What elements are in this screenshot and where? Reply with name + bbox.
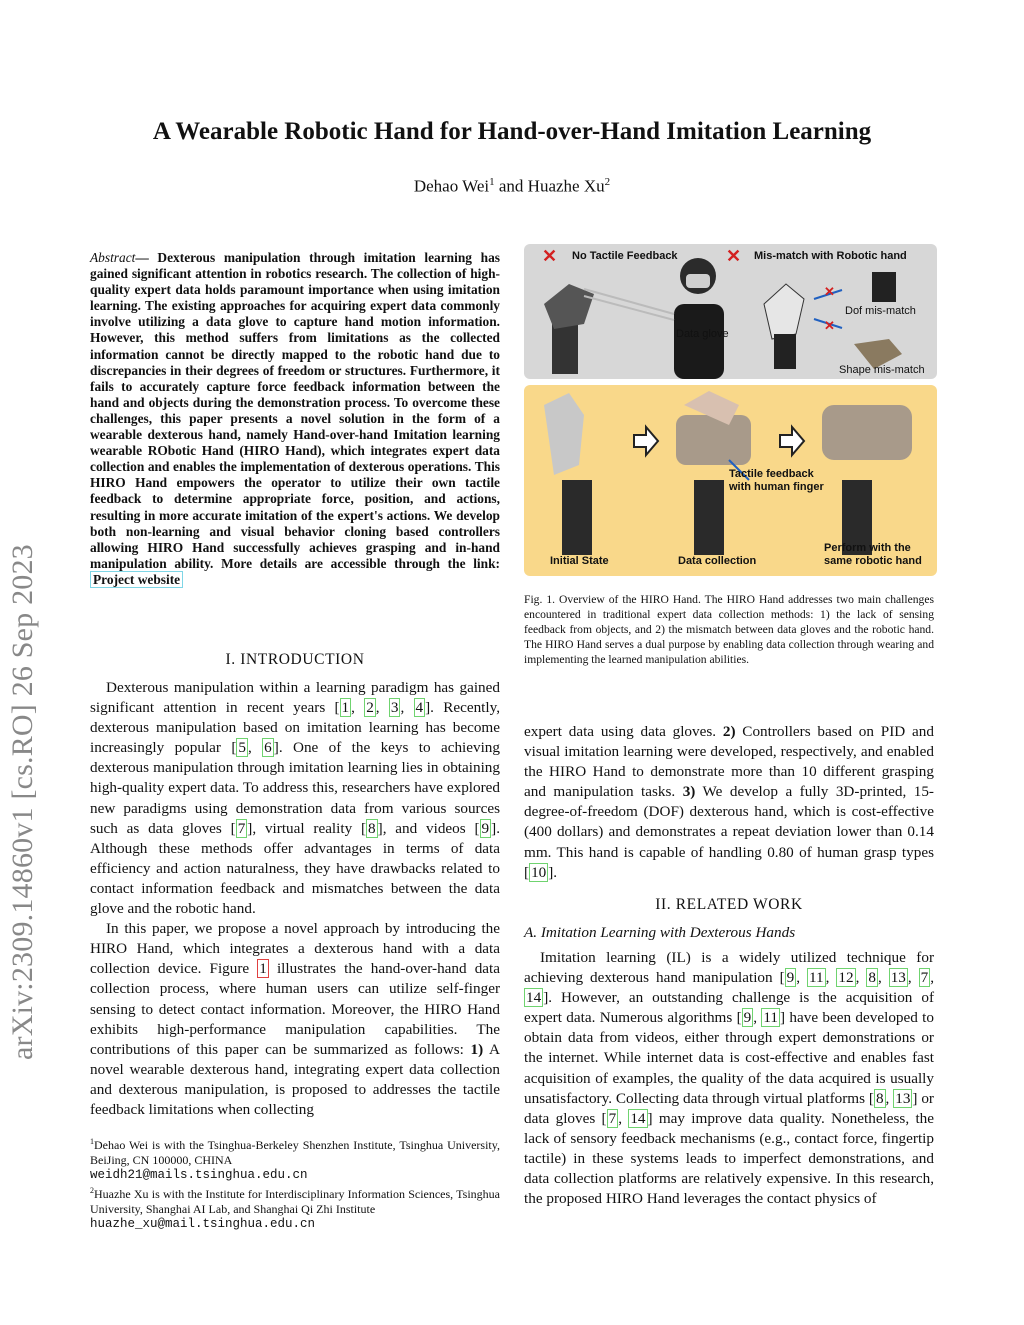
citation-link[interactable]: 9 [786, 969, 795, 987]
figure-panel-problems: ✕ No Tactile Feedback ✕ Mis-match with Robotic hand Data glove Dof mis-match Shape mis-match ✕ ✕ [524, 244, 937, 379]
author-line: Dehao Wei$^1$ and Huazhe Xu$^2$ [413, 176, 611, 196]
figure-reference-link[interactable]: 1 [259, 960, 267, 978]
subsection-heading: A. Imitation Learning with Dexterous Hands [524, 924, 796, 941]
related-work-body: Imitation learning (IL) is a widely utilized technique for achieving dexterous hand manipulation [ 9 , 11 , 12 , 8 , 13 , 7 , 14 ]. However, an outstanding challenge is the acquisition of expert data. Numerous algorithms [ 9 , 11 ] have been developed to obtain data from videos, either through expert demonstrations or the internet. While internet data is cost-effective and enables fast acquisition of examples, the quality of the data acquired is usually unsatisfactory. Collecting data through virtual platforms [ 8 , 13 ] or data gloves [ 7 , 14 ] may improve data quality. Nonetheless, the lack of sensory feedback mechanisms (e.g., contact force, fingertip tactile) in these systems leads to imperfect demonstrations, and data collection platforms are relatively expensive. In this research, the proposed HIRO Hand leverages the contact physics of [524, 949, 935, 1208]
cross-icon: ✕ [726, 246, 742, 266]
cross-icon: ✕ [824, 318, 835, 333]
citation-link[interactable]: 13 [895, 1089, 911, 1107]
citation-link[interactable]: 5 [238, 739, 246, 757]
citation-link[interactable]: 10 [531, 863, 547, 881]
citation-link[interactable]: 7 [608, 1109, 617, 1127]
citation-link[interactable]: 2 [366, 699, 374, 717]
citation-link[interactable]: 6 [264, 739, 272, 757]
citation-link[interactable]: 7 [237, 819, 246, 837]
citation-link[interactable]: 11 [763, 1009, 779, 1027]
footnotes: $^1$Dehao Wei is with the Tsinghua-Berkeley Shenzhen Institute, Tsinghua University, BeiJing, CN 100000, CHINA weidh21@mails.tsinghua.edu.cn $^2$Huazhe Xu is with the Institute for Interdisciplinary Information Sciences, Tsinghua University, Shanghai AI Lab, and Shanghai Qi Zhi Institute huazhe_xu@mail.tsinghua.edu.cn [90, 1137, 500, 1231]
citation-link[interactable]: 13 [890, 969, 906, 987]
citation-link[interactable]: 7 [920, 969, 929, 987]
figure-1 [524, 244, 937, 576]
cross-icon: ✕ [824, 284, 835, 299]
citation-link[interactable]: 12 [838, 969, 854, 987]
introduction-body: Dexterous manipulation within a learning paradigm has gained significant attention in recent years [ 1 , 2 , 3 , 4 ]. Recently, dexterous manipulation based on imitation learning has become increasingly popular [ 5 , 6 ]. One of the keys to achieving dexterous manipulation through imitation learning lies in obtaining high-quality expert data. To address this, researchers have explored new paradigms using demonstration data from various sources such as data gloves [ 7 ], virtual reality [ 8 ], and videos [ 9 ]. Although these methods offer advantages in terms of data efficiency and action naturalness, they have drawbacks related to contact information feedback and mismatches between the data glove and the robotic hand. In this paper, we propose a novel approach by introducing the HIRO Hand, which integrates a dexterous hand with a data collection device. Figure 1 illustrates the hand-over-hand data collection process, where human users can utilize self-finger sensing to detect contact information. Moreover, the HIRO Hand exhibits high-performance manipulation capabilities. The contributions of this paper can be summarized as follows: 1) A novel wearable dexterous hand, integrating expert data collection and dexterous manipulation, is proposed to addresses the tactile feedback limitations when collecting [90, 679, 501, 1118]
arxiv-sidebar-stamp: arXiv:2309.14860v1 [cs.RO] 26 Sep 2023 [6, 544, 39, 1060]
paper-title: A Wearable Robotic Hand for Hand-over-Hand Imitation Learning [152, 118, 872, 145]
abstract: Abstract— Dexterous manipulation through imitation learning has gained significant attention in robotics research. The collection of high-quality expert data holds paramount importance when using imitation learning. The existing approaches for acquiring expert data commonly involve utilizing a data glove to capture hand motion information. However, this method suffers from limitations as the collected information cannot be directly mapped to the robotic hand due to discrepancies in their degrees of freedom or structures. Furthermore, it fails to accurately capture force feedback information between the hand and objects during the demonstration process. To overcome these challenges, this paper presents a novel solution in the form of a wearable dexterous hand, namely Hand-over-hand Imitation learning wearable RObotic Hand (HIRO Hand), which integrates expert data collection and enables the implementation of dexterous operations. This HIRO Hand empowers the operator to utilize their own tactile feedback to determine appropriate force, position, and actions, resulting in more accurate imitation of the expert's actions. We develop both non-learning and visual behavior cloning based controllers allowing HIRO Hand successfully achieves grasping and in-hand manipulation ability. More details are accessible through the link: Project website [90, 250, 500, 587]
citation-link[interactable]: 4 [415, 699, 424, 717]
citation-link[interactable]: 3 [390, 699, 399, 717]
citation-link[interactable]: 8 [875, 1089, 884, 1107]
email-address: huazhe_xu@mail.tsinghua.edu.cn [90, 1217, 316, 1231]
citation-link[interactable]: 8 [368, 819, 376, 837]
citation-link[interactable]: 11 [809, 969, 824, 987]
figure-1-caption: Fig. 1. Overview of the HIRO Hand. The HIRO Hand addresses two main challenges encountered in traditional expert data collection methods: 1) the lack of sensing feedback from objects, and 2) the mismatch between data gloves and the robotic hand. The HIRO Hand serves a dual purpose by enabling data collection through wearing and implementing the learned manipulation abilities. [524, 593, 934, 666]
citation-link[interactable]: 14 [630, 1109, 646, 1127]
email-address: weidh21@mails.tsinghua.edu.cn [90, 1168, 308, 1182]
cross-icon: ✕ [542, 246, 558, 266]
abstract-label: Abstract [90, 250, 136, 265]
project-website-link[interactable]: Project website [90, 571, 183, 588]
contributions-continued: expert data using data gloves. 2) Controllers based on PID and visual imitation learning were developed, respectively, and enabled the HIRO Hand to demonstrate more than 10 different grasping and manipulation tasks. 3) We develop a fully 3D-printed, 15-degree-of-freedom (DOF) dexterous hand, which is cost-effective (400 dollars) and demonstrates a repeat deviation lower than 0.14 mm. This hand is capable of handling 0.80 of human grasp types [ 10 ]. [524, 723, 934, 881]
citation-link[interactable]: 1 [341, 699, 350, 717]
citation-link[interactable]: 8 [868, 969, 876, 987]
figure-panel-process: Tactile feedback with human finger Initial State Data collection Perform with the same robotic hand [524, 385, 937, 576]
citation-link[interactable]: 9 [481, 819, 490, 837]
section-heading-introduction: I. INTRODUCTION [225, 651, 365, 668]
section-heading-related-work: II. RELATED WORK [655, 896, 803, 913]
citation-link[interactable]: 14 [526, 989, 542, 1007]
citation-link[interactable]: 9 [743, 1009, 752, 1027]
